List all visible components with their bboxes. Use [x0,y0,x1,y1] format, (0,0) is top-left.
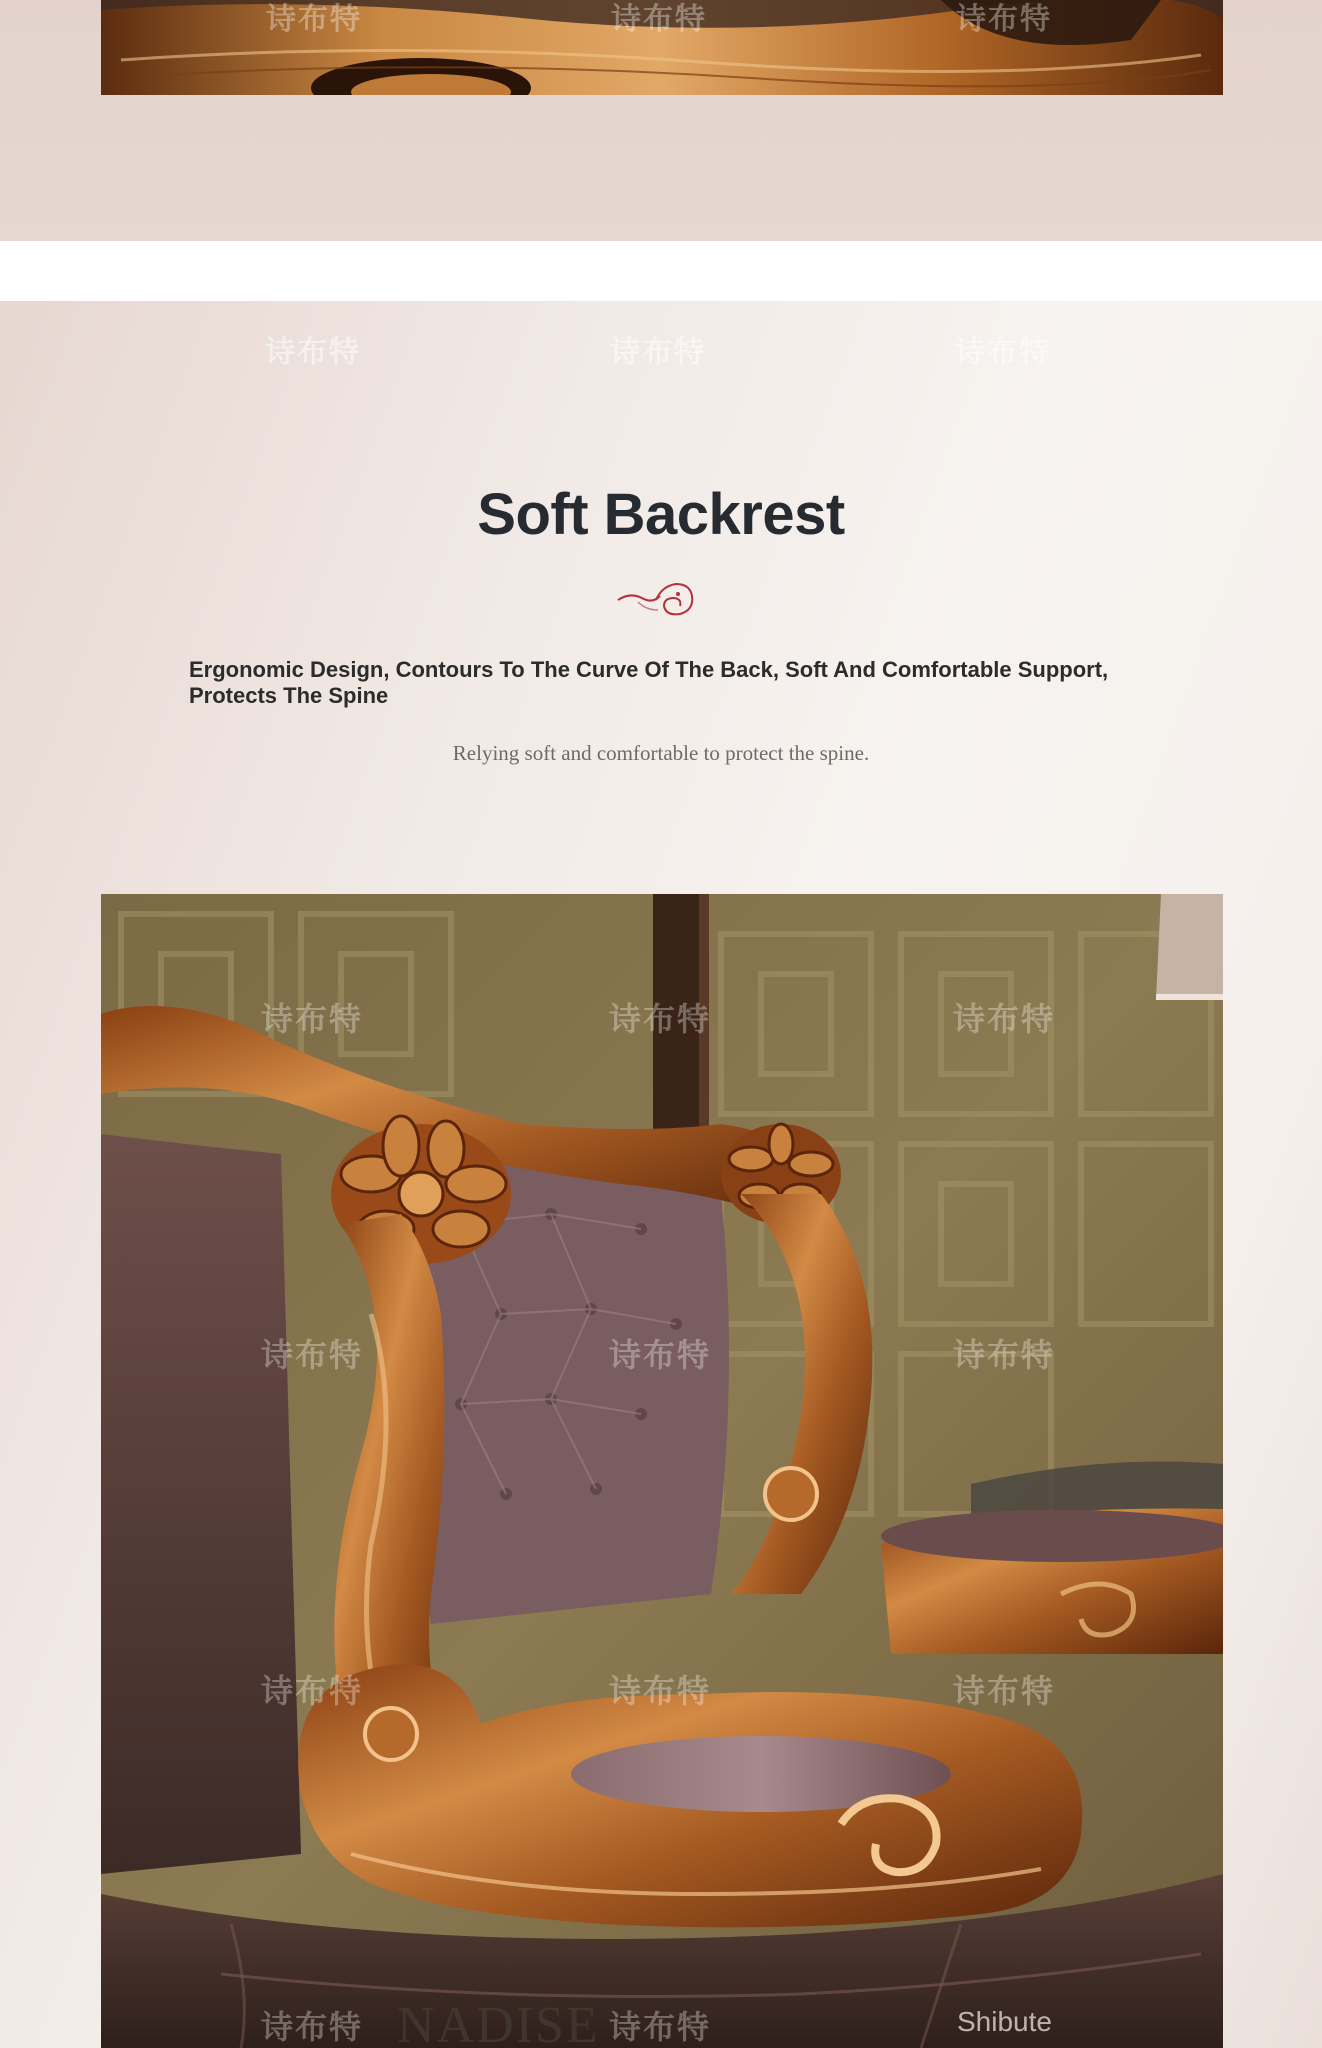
brand-name-text: Shibute [957,2006,1052,2037]
watermark: 诗布特 [955,335,1051,370]
sofa-armrest-photo [101,894,1223,2048]
previous-product-photo [101,0,1223,95]
watermark: 诗布特 [953,1000,1056,1038]
brand-logo-text: NADISE [397,1997,600,2048]
section-divider [0,241,1322,301]
watermark: 诗布特 [611,2,707,37]
watermark: 诗布特 [956,2,1052,37]
watermark: 诗布特 [266,2,362,37]
watermark: 诗布特 [261,1672,364,1710]
feature-title: Soft Backrest [477,482,845,547]
previous-section [0,0,1322,241]
sofa-photo-art [101,894,1223,2048]
watermark: 诗布特 [261,1336,364,1374]
feature-caption: Relying soft and comfortable to protect the spine. [452,741,870,765]
watermark: 诗布特 [610,335,706,370]
watermark: 诗布特 [953,1336,1056,1374]
watermark: 诗布特 [953,1672,1056,1710]
feature-subtitle: Ergonomic Design, Contours To The Curve Of The Back, Soft And Comfortable Support, Protects The Spine [189,657,1109,708]
watermark: 诗布特 [261,2008,364,2046]
watermark: 诗布特 [609,1336,712,1374]
decorative-flourish-icon [616,566,706,626]
watermark: 诗布特 [265,335,361,370]
watermark: 诗布特 [609,2008,712,2046]
watermark: 诗布特 [261,1000,364,1038]
watermark: 诗布特 [609,1672,712,1710]
feature-section-soft-backrest [0,301,1322,2048]
watermark: 诗布特 [609,1000,712,1038]
